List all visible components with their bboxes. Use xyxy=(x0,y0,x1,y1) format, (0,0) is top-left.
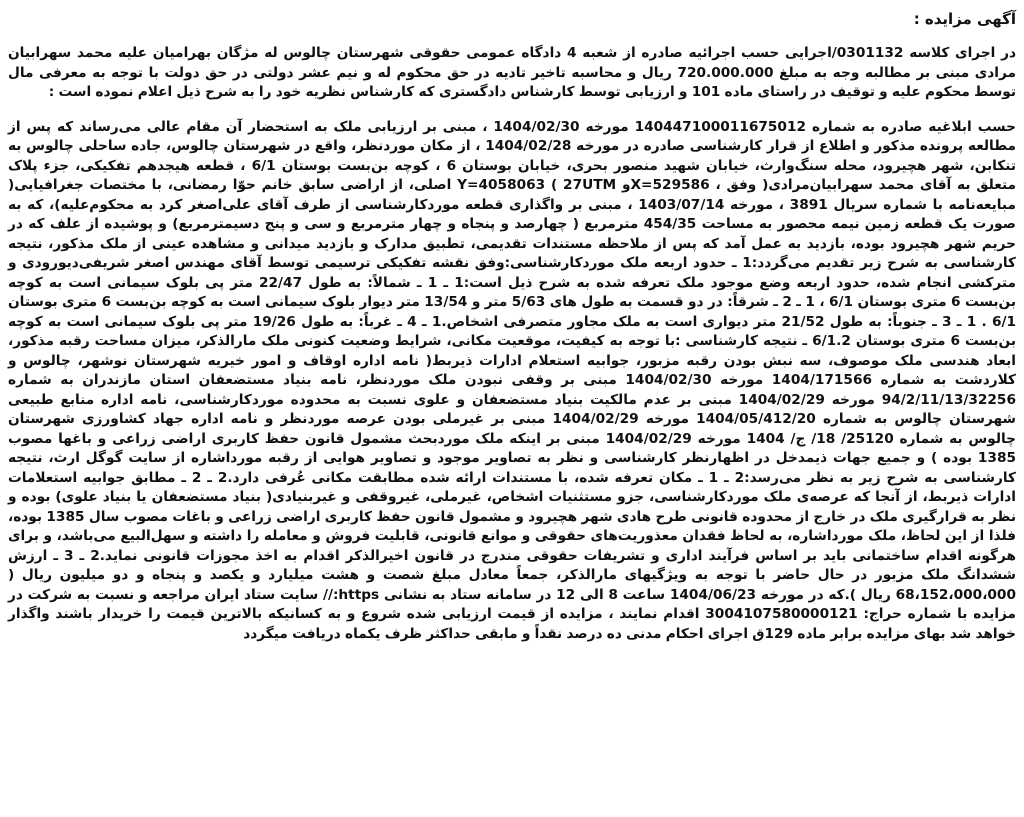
notice-paragraph-intro: در اجرای کلاسه 0301132/اجرایی حسب اجرائیه صادره از شعبه 4 دادگاه عمومی حقوقی شهرستان چالوس له مژگان بهرامیان علیه محمد سهرابیان مرادی مبنی بر مطالبه وجه به مبلغ 720.000.000 ریال و محاسبه تاخیر تادیه در حق محکوم له و نیم عشر دولتی در حق دولت با توجه به معرفی مال توسط محکوم علیه و توقیف در راستای ماده 101 و ارزیابی توسط کارشناس دادگستری که کارشناس نظریه خود را به شرح ذیل اعلام نموده است : xyxy=(8,45,1016,100)
notice-paragraph-expert-report: حسب ابلاغیه صادره به شماره 140447100011675012 مورخه 1404/02/30 ، مبنی بر ارزیابی ملک به استحضار آن مقام عالی می‌رساند که پس از مطالعه پرونده مذکور و اطلاع از قرار کارشناسی صادره در مورخه 1404/02/28 ، از مکان موردنظر، واقع در شهرستان چالوس، جاده ساحلی چالوس به تنکابن، شهر هچیرود، محله سنگ‌وارث، خیابان شهید منصور بحری، خیابان بوستان 6 ، کوچه بن‌بست بوستان 6/1 ، قطعه هیجدهم تفکیکی، جزء پلاک متعلق به آقای محمد سهرابیان‌مرادی( وفق ، X=529586و Y=4058063 ( 27UTM اصلی، از اراضی سابق خانم حوّا رمضانی، با مختصات جغرافیایی( مبایعه‌نامه با شماره سریال 3891 ، مورخه 1403/07/14 ، مبنی بر واگذاری قطعه موردکارشناسی از طرف آقای علی‌اصغر کرد به محکوم‌علیه)، که به صورت یک قطعه زمین نیمه محصور به مساحت 454/35 مترمربع ( چهارصد و پنجاه و چهار مترمربع و سی و پنج دسیمترمربع) و پوشیده از علف که در حریم شهر هچیرود بوده، بازدید به عمل آمد که پس از ملاحظه مستندات تقدیمی، تطبیق مدارک و بازدید میدانی و مشاهده عینی از ملک مذکور، نتیجه کارشناسی به شرح زیر تقدیم می‌گردد:1 ـ حدود اربعه ملک موردکارشناسی:وفق نقشه تفکیکی ترسیمی توسط آقای مهندس اصغر شریفی‌دیورودی و مترکشی انجام شده، حدود اربعه وضع موجود ملک تعرفه شده به شرح ذیل است:1 ـ 1 ـ شمالاً: به طول 22/47 متر پی بلوک سیمانی است به کوچه بن‌بست 6 متری بوستان 6/1 ، 1 ـ 2 ـ شرقاً: در دو قسمت به طول های 5/63 متر و 13/54 متر دیوار بلوک سیمانی است به کوچه بن‌بست 6 متری بوستان 6/1 . 1 ـ 3 ـ جنوباً: به طول 21/52 متر دیواری است به ملک مجاور متصرفی اشخاص.1 ـ 4 ـ غرباً: به طول 19/26 متر پی بلوک سیمانی است به کوچه بن‌بست 6 متری بوستان 6/1.2 ـ نتیجه کارشناسی :با توجه به کیفیت، موقعیت مکانی، شرایط وضعیت کنونی ملک مارالذکر، میزان مساحت رقبه مذکور، ابعاد هندسی ملک موصوف، سه نبش بودن رقبه مزبور، جوابیه استعلام ادارات ذیربط( نامه اداره اوقاف و امور خیریه شهرستان نوشهر، چالوس و کلاردشت به شماره 1404/171566 مورخه 1404/02/30 مبنی بر وقفی نبودن ملک موردنظر، نامه بنیاد مستضعفان استان مازندران به شماره 94/2/11/13/32256 مورخه 1404/02/29 مبنی بر عدم مالکیت بنیاد مستضعفان و علوی نسبت به محدوده موردکارشناسی، نامه اداره منابع طبیعی شهرستان چالوس به شماره 1404/05/412/20 مورخه 1404/02/29 مبنی بر غیرملی بودن عرصه موردنظر و نامه اداره جهاد کشاورزی شهرستان چالوس به شماره 25120/ 18/ ج/ 1404 مورخه 1404/02/29 مبنی بر اینکه ملک موردبحث مشمول قانون حفظ کاربری اراضی زراعی و باغها مصوب 1385 بوده ) و جمیع جهات ذیمدخل در اظهارنظر کارشناسی و نظر به تصاویر موجود و تصاویر هوایی از رقبه مورداشاره از سایت گوگل ارث، نتیجه کارشناسی به شرح زیر به نظر می‌رسد:2 ـ 1 ـ مکان تعرفه شده، با مستندات ارائه شده مطابقت مکانی عُرفی دارد.2 ـ 2 ـ مطابق جوابیه استعلامات ادارات ذیربط، از آنجا که عرصه‌ی ملک موردکارشناسی، جزو مستثنیات اشخاص، غیرملی، غیروقفی و غیربنیادی( بنیاد مستضعفان یا بنیاد علوی) بوده و نظر به قرارگیری ملک در خارج از محدوده قانونی طرح هادی شهر هچیرود و مشمول قانون حفظ کاربری اراضی زراعی و باغات مصوب سال 1385 بوده، فلذا از این لحاظ، ملک مورداشاره، به لحاظ فقدان معذوریت‌های حقوقی و موانع قانونی، قابلیت فروش و معامله را داشته و سهل‌البیع می‌باشد، و برای هرگونه اقدام ساختمانی باید بر اساس فرآیند اداری و تشریفات حقوقی مندرج در قانون اخیرالذکر اقدام به اخذ مجوزات قانونی نماید.2 ـ 3 ـ ارزش ششدانگ ملک مزبور در حال حاضر با توجه به ویژگیهای مارالذکر، جمعاً معادل مبلغ شصت و هشت میلیارد و یکصد و پنجاه و دو میلیون ریال ( 68،152،000،000 ریال ).که در مورخه 1404/06/23 ساعت 8 الی 12 در سامانه ستاد به نشانی https:// سایت ستاد ایران مراجعه و نسبت به شرکت در مزایده با شماره حراج: 3004107580000121 اقدام نمایند ، مزایده از قیمت ارزیابی شده شروع و به کسانیکه بالاترین قیمت را خریدار باشند واگذار خواهد شد بهای مزایده برابر ماده 129ق اجرای احکام مدنی ده درصد نقداً و مابقی حداکثر ظرف یکماه دریافت میگردد xyxy=(8,118,1017,642)
notice-title: آگهی مزایده : xyxy=(913,10,1016,28)
